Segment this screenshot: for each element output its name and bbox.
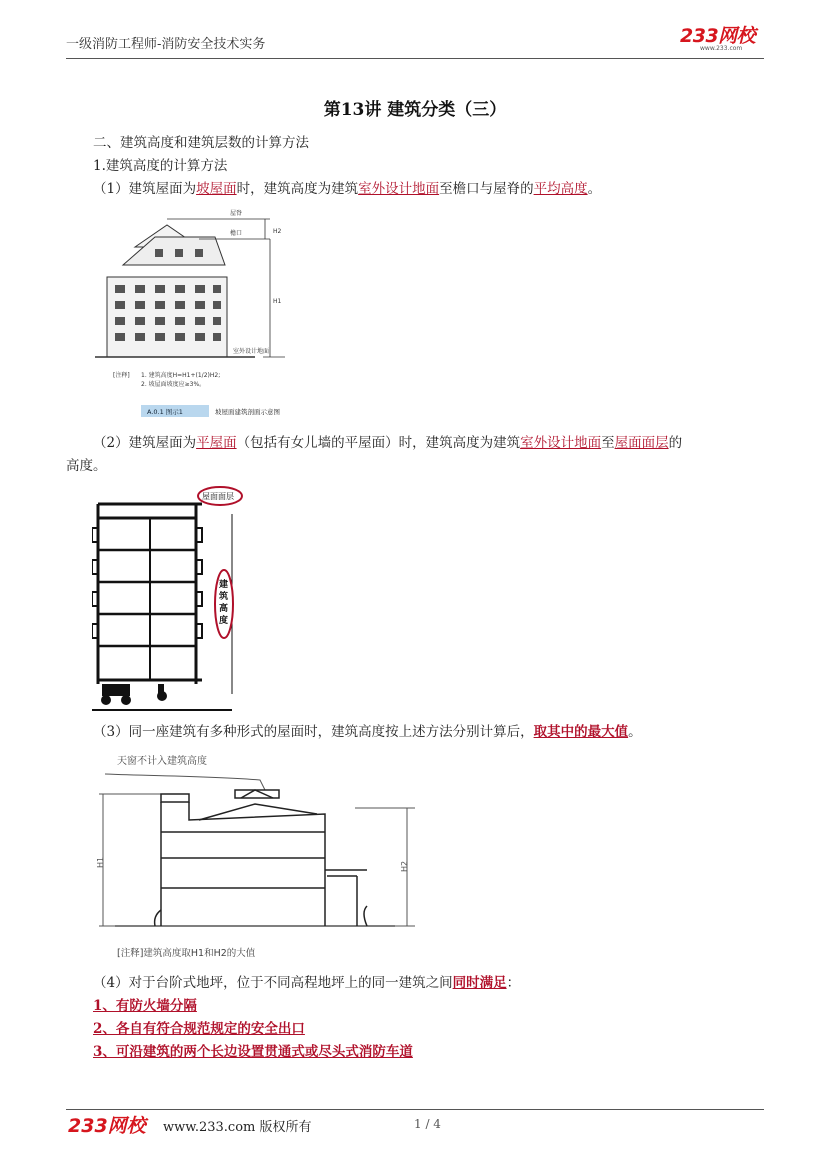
fig1-caption: 坡屋面建筑剖面示意图 — [215, 408, 280, 416]
item-3 — [93, 722, 642, 742]
fig1-note-1: 1. 建筑高度H=H1+(1/2)H2; — [141, 372, 221, 379]
fig3-h2-label: H2 — [400, 860, 409, 872]
footer-rule — [66, 1109, 764, 1110]
item-2-term-3: 屋面面层 — [614, 435, 669, 451]
item-1-term-2: 室外设计地面 — [358, 181, 440, 197]
item-2-end: 的 — [668, 435, 683, 451]
item-2-mid-2: 至 — [601, 435, 615, 451]
item-4-prefix: （4）对于台阶式地坪，位于不同高程地坪上的同一建筑之间 — [93, 975, 453, 991]
fig3-skylight-label: 天窗不计入建筑高度 — [117, 756, 207, 767]
item-3-prefix: （3）同一座建筑有多种形式的屋面时，建筑高度按上述方法分别计算后， — [93, 724, 534, 740]
item-3-end: 。 — [628, 724, 642, 740]
footer-logo[interactable]: 233网校 — [68, 1115, 146, 1137]
condition-1: 1、有防火墙分隔 — [93, 998, 197, 1014]
item-2-term-1: 平屋面 — [196, 435, 237, 451]
fig3-h1-label: H1 — [96, 856, 105, 868]
fig2-height-char-2: 筑 — [219, 592, 229, 602]
header-rule — [66, 58, 764, 59]
page-title: 第13讲 建筑分类（三） — [323, 100, 507, 120]
item-1-mid-2: 至檐口与屋脊的 — [439, 181, 534, 197]
header-title: 一级消防工程师-消防安全技术实务 — [66, 37, 266, 52]
item-1-prefix: （1）建筑屋面为 — [93, 181, 197, 197]
fig1-ground-label: 室外设计地面 — [233, 348, 270, 355]
fig2-height-char-4: 度 — [219, 616, 229, 626]
item-2 — [93, 433, 682, 453]
figure-pitched-roof — [95, 205, 315, 425]
subsection-heading: 1.建筑高度的计算方法 — [93, 158, 228, 174]
logo-text: 233网校 — [680, 25, 756, 47]
item-4 — [93, 973, 520, 993]
item-1-end: 。 — [587, 181, 602, 197]
condition-2: 2、各自有符合规范规定的安全出口 — [93, 1021, 305, 1037]
fig1-note-2: 2. 坡屋面坡度应≥3%。 — [141, 381, 206, 388]
fig3-note: [注释]建筑高度取H1和H2的大值 — [117, 948, 256, 959]
fig1-h2-label: H2 — [273, 228, 282, 235]
site-logo[interactable] — [680, 26, 766, 52]
logo-url: www.233.com — [700, 45, 743, 52]
item-1-mid-1: 时，建筑高度为建筑 — [236, 181, 359, 197]
item-2-mid-1: （包括有女儿墙的平屋面）时，建筑高度为建筑 — [236, 435, 521, 451]
fig2-height-char-1: 建 — [219, 580, 229, 590]
item-1 — [93, 179, 601, 199]
item-1-term-3: 平均高度 — [533, 181, 588, 197]
condition-3: 3、可沿建筑的两个长边设置贯通式或尽头式消防车道 — [93, 1044, 413, 1060]
item-4-end: ： — [506, 975, 521, 991]
fig1-caption-tag: A.0.1 图示1 — [147, 408, 183, 416]
fig1-ridge-label: 屋脊 — [230, 210, 243, 217]
item-2-line-2: 高度。 — [66, 458, 107, 474]
page-number: 1 / 4 — [414, 1117, 441, 1131]
item-2-prefix: （2）建筑屋面为 — [93, 435, 197, 451]
item-2-term-2: 室外设计地面 — [520, 435, 602, 451]
item-1-term-1: 坡屋面 — [196, 181, 237, 197]
fig1-note-title: [注释] — [113, 372, 130, 379]
fig2-roof-label: 屋面面层 — [202, 492, 234, 501]
footer-copyright: www.233.com 版权所有 — [163, 1120, 312, 1135]
item-4-term-1: 同时满足 — [452, 975, 507, 991]
section-heading: 二、建筑高度和建筑层数的计算方法 — [93, 135, 309, 151]
figure-flat-roof — [92, 484, 252, 714]
item-3-term-1: 取其中的最大值 — [533, 724, 629, 740]
fig1-eave-label: 檐口 — [230, 230, 243, 237]
figure-multi-roof — [95, 748, 430, 963]
fig1-h1-label: H1 — [273, 298, 282, 305]
fig2-height-char-3: 高 — [219, 604, 229, 614]
